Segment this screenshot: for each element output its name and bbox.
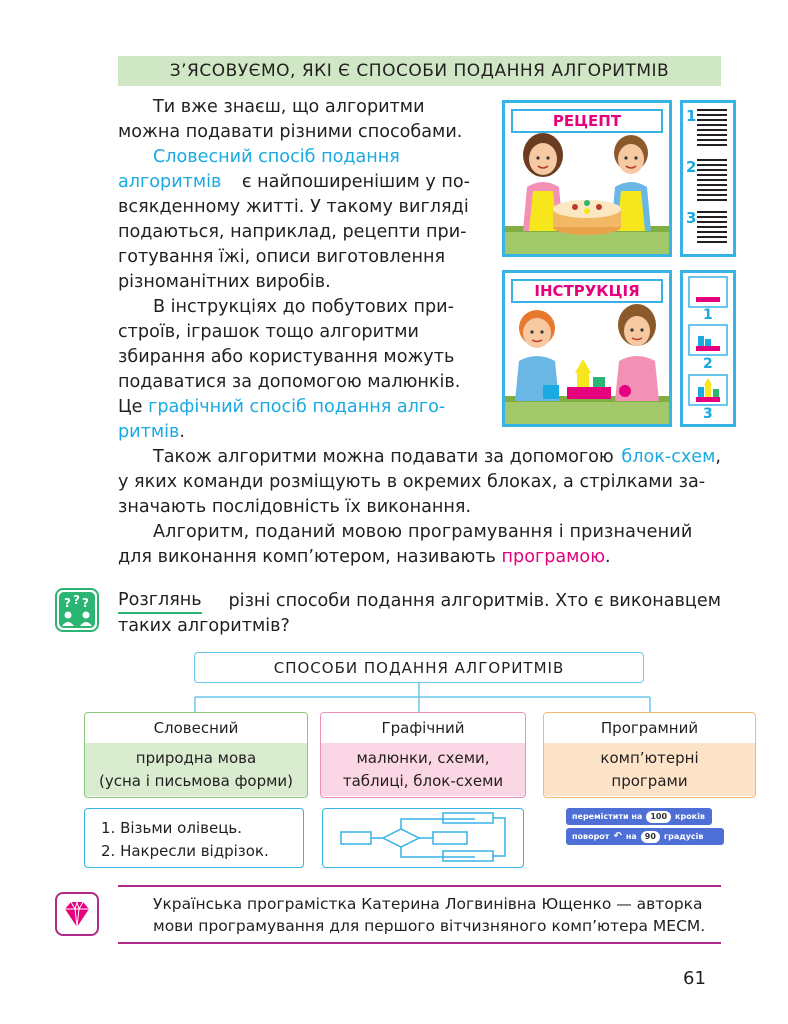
verbal-head: Словесний: [85, 713, 307, 743]
task-line2: таких алгоритмів?: [118, 616, 290, 636]
svg-text:?: ?: [73, 593, 80, 607]
verbal-body: [85, 743, 307, 796]
verbal-example-box: [84, 808, 304, 868]
term-flowchart: блок-схем: [621, 447, 716, 467]
para3-line1: В інструкціях до побутових при-: [153, 297, 454, 317]
para3-line3: збирання або користування можуть: [118, 347, 455, 367]
scratch-turn-block: [566, 828, 724, 845]
recipe-step-3: 3: [686, 209, 697, 227]
para5-line1: Алгоритм, поданий мовою програмування і призначений: [153, 522, 693, 542]
fact-top-rule: [118, 885, 721, 887]
recipe-step-2: 2: [686, 158, 697, 176]
graphic-body: [321, 743, 525, 796]
diamond-icon: [55, 892, 99, 936]
task-verb: Розглянь: [118, 589, 202, 614]
para5-line2-post: .: [605, 547, 611, 567]
instruction-title: ІНСТРУКЦІЯ: [511, 279, 663, 303]
section-heading: З’ЯСОВУЄМО, ЯКІ Є СПОСОБИ ПОДАННЯ АЛГОРИТМІВ: [118, 56, 721, 86]
svg-text:?: ?: [64, 596, 71, 610]
para2-line3: всякденному житті. У такому вигляді: [118, 197, 469, 217]
program-head: Програмний: [544, 713, 755, 743]
program-body-line1: комп’ютерні: [600, 748, 699, 767]
flowchart-example-icon: [322, 808, 524, 868]
para2-line6: різноманітних виробів.: [118, 272, 331, 292]
term-verbal: Словесний спосіб подання: [153, 147, 400, 167]
para2-line2-rest: є найпоширенішим у по-: [241, 172, 470, 192]
para3-line6-rest: .: [179, 422, 185, 442]
term-verbal-cont: алгоритмів: [118, 172, 222, 192]
recipe-title: РЕЦЕПТ: [511, 109, 663, 133]
program-body-line2: програми: [611, 771, 688, 790]
para3-line4: подаватися за допомогою малюнків.: [118, 372, 461, 392]
scratch-turn-on: на: [625, 832, 637, 841]
graphic-body-line2: таблиці, блок-схеми: [342, 771, 504, 790]
rotate-left-icon: ↶: [613, 831, 622, 842]
task-line1-rest: різні способи подання алгоритмів. Хто є виконавцем: [228, 591, 721, 611]
verbal-column: [84, 712, 308, 798]
scratch-move-unit: кроків: [675, 812, 705, 821]
verbal-body-line1: природна мова: [135, 748, 257, 767]
para3-line2: строїв, іграшок тощо алгоритми: [118, 322, 419, 342]
instruction-step-2: 2: [703, 356, 713, 372]
para1-line1: Ти вже знаєш, що алгоритми: [153, 97, 425, 117]
scratch-turn-value: 90: [641, 831, 660, 843]
para4-line1-post: ,: [715, 447, 721, 467]
fact-bottom-rule: [118, 942, 721, 944]
para3-line5-pre: Це: [118, 397, 143, 417]
graphic-head: Графічний: [321, 713, 525, 743]
term-program: програмою: [501, 547, 606, 567]
diagram-title-box: СПОСОБИ ПОДАННЯ АЛГОРИТМІВ: [194, 652, 644, 683]
para4-line3: значають послідовність їх виконання.: [118, 497, 472, 517]
scratch-move-label: перемістити на: [572, 812, 643, 821]
page-number: 61: [683, 968, 706, 989]
para1-line2: можна подавати різними способами.: [118, 122, 463, 142]
scratch-move-value: 100: [646, 811, 671, 823]
term-graphic: графічний спосіб подання алго-: [148, 397, 446, 417]
para5-line2-pre: для виконання комп’ютером, називають: [118, 547, 496, 567]
para2-line5: готування їжі, описи виготовлення: [118, 247, 446, 267]
graphic-column: [320, 712, 526, 798]
verbal-body-line2: (усна і письмова форми): [98, 771, 294, 790]
term-graphic-cont: ритмів: [118, 422, 180, 442]
fact-line1: Українська програмістка Катерина Логвинівна Ющенко — авторка: [153, 895, 703, 913]
scratch-turn-label: поворот: [572, 832, 610, 841]
para4-line1-pre: Також алгоритми можна подавати за допомогою: [153, 447, 614, 467]
instruction-step-1: 1: [703, 307, 713, 323]
graphic-body-line1: малюнки, схеми,: [356, 748, 490, 767]
verbal-example-1: 1. Візьми олівець.: [101, 819, 243, 837]
para2-line4: подаються, наприклад, рецепти при-: [118, 222, 467, 242]
fact-line2: мови програмування для першого вітчизняного комп’ютера МЕСМ.: [153, 917, 706, 935]
instruction-step-3: 3: [703, 406, 713, 422]
para4-line2: у яких команди розміщують в окремих блоках, а стрілками за-: [118, 472, 706, 492]
recipe-step-1: 1: [686, 107, 697, 125]
svg-text:?: ?: [82, 596, 89, 610]
verbal-example-2: 2. Накресли відрізок.: [101, 842, 269, 860]
program-body: [544, 743, 755, 796]
scratch-move-block: [566, 808, 712, 825]
program-column: [543, 712, 756, 798]
scratch-turn-unit: градусів: [663, 832, 704, 841]
